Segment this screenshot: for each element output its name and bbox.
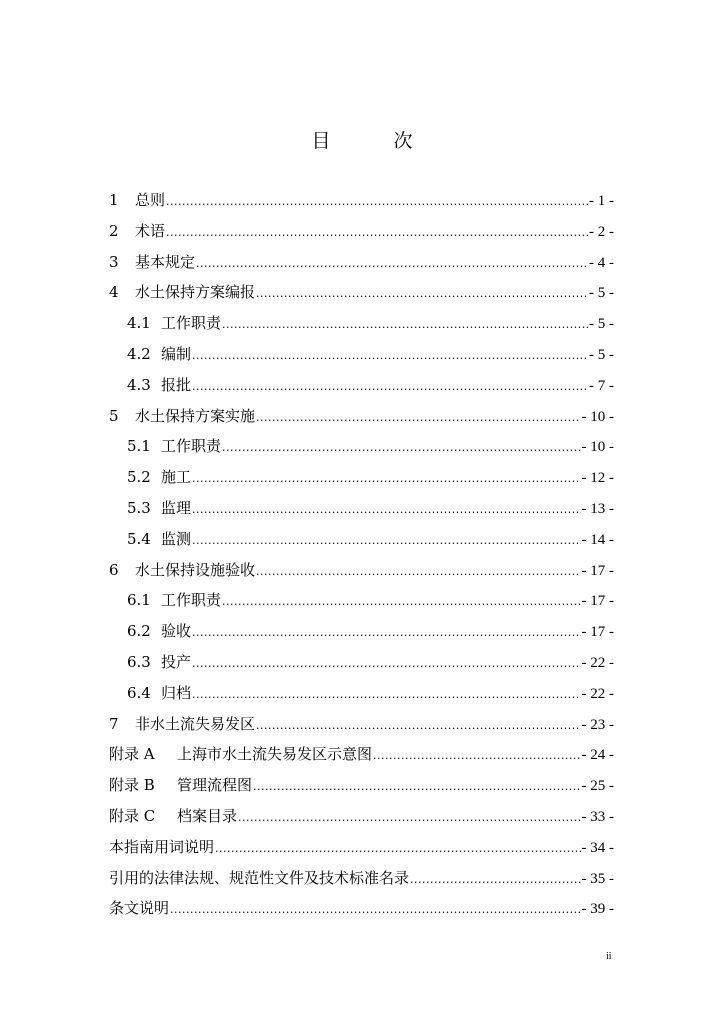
toc-entry-label bbox=[127, 431, 221, 462]
toc-entry-label bbox=[109, 893, 169, 924]
toc-entry-number: 附录 A bbox=[109, 745, 155, 764]
toc-dot-leader bbox=[253, 772, 580, 803]
toc-entry-number: 5.2 bbox=[127, 468, 151, 487]
toc-entry-label bbox=[127, 678, 191, 709]
toc-entry-page: - 35 - bbox=[581, 870, 614, 887]
toc-entry-number: 5.3 bbox=[127, 498, 151, 517]
toc-entry-label bbox=[127, 462, 191, 493]
toc-entry-page: - 34 - bbox=[581, 839, 614, 856]
toc-entry-title: 工作职责 bbox=[161, 314, 222, 333]
toc-entry-label bbox=[109, 277, 255, 308]
page-title: 目 次 bbox=[311, 130, 435, 152]
toc-entry-title: 水土保持设施验收 bbox=[135, 560, 256, 579]
toc-entry-title: 监理 bbox=[161, 498, 192, 517]
toc-entry[interactable] bbox=[109, 247, 614, 278]
toc-dot-leader bbox=[196, 249, 588, 280]
toc-entry-number: 4 bbox=[109, 283, 119, 302]
toc-entry-number: 4.2 bbox=[127, 344, 151, 363]
toc-dot-leader bbox=[238, 803, 580, 834]
toc-entry[interactable] bbox=[109, 555, 614, 586]
toc-entry-title: 本指南用词说明 bbox=[109, 837, 215, 856]
toc-entry-page: - 12 - bbox=[581, 470, 614, 487]
toc-entry-label bbox=[109, 863, 409, 894]
toc-entry[interactable] bbox=[109, 863, 614, 894]
toc-entry[interactable] bbox=[109, 431, 614, 462]
toc-entry-number: 6 bbox=[109, 560, 119, 579]
toc-entry[interactable] bbox=[109, 339, 614, 370]
toc-entry[interactable] bbox=[109, 616, 614, 647]
toc-entry[interactable] bbox=[109, 185, 614, 216]
toc-entry-title: 基本规定 bbox=[135, 252, 196, 271]
toc-entry-page: - 10 - bbox=[581, 439, 614, 456]
toc-entry-page: - 24 - bbox=[581, 747, 614, 764]
toc-entry-title: 术语 bbox=[135, 221, 166, 240]
toc-dot-leader bbox=[256, 279, 588, 310]
toc-entry-number: 4.3 bbox=[127, 375, 151, 394]
toc-dot-leader bbox=[192, 341, 588, 372]
toc-entry-title: 报批 bbox=[161, 375, 192, 394]
toc-entry[interactable] bbox=[109, 832, 614, 863]
toc-entry-page: - 17 - bbox=[581, 593, 614, 610]
toc-entry-page: - 1 - bbox=[589, 193, 614, 209]
toc-dot-leader bbox=[192, 526, 580, 557]
toc-entry-label bbox=[109, 770, 252, 801]
toc-entry-label bbox=[127, 493, 191, 524]
toc-entry-title: 归档 bbox=[161, 683, 192, 702]
toc-entry-page: - 4 - bbox=[589, 254, 614, 271]
toc-entry-number: 3 bbox=[109, 252, 119, 271]
toc-entry-number: 2 bbox=[109, 221, 119, 240]
toc-entry-title: 验收 bbox=[161, 622, 192, 641]
toc-entry-page: - 22 - bbox=[581, 685, 614, 702]
toc-dot-leader bbox=[192, 618, 580, 649]
toc-entry-label bbox=[109, 216, 165, 247]
toc-dot-leader bbox=[166, 218, 588, 249]
toc-entry-label bbox=[127, 370, 191, 401]
toc-entry-page: - 5 - bbox=[589, 346, 614, 363]
toc-entry[interactable] bbox=[109, 462, 614, 493]
toc-entry-page: - 22 - bbox=[581, 654, 614, 671]
toc-entry-number: 5.1 bbox=[127, 437, 151, 456]
toc-entry-label bbox=[127, 524, 191, 555]
toc-entry-number: 6.4 bbox=[127, 683, 151, 702]
toc-entry-page: - 13 - bbox=[581, 500, 614, 517]
toc-entry[interactable] bbox=[109, 370, 614, 401]
toc-entry[interactable] bbox=[109, 585, 614, 616]
toc-dot-leader bbox=[222, 310, 588, 341]
toc-dot-leader bbox=[192, 649, 580, 680]
toc-entry-page: - 39 - bbox=[581, 901, 614, 918]
toc-entry-page: - 2 - bbox=[589, 223, 614, 240]
toc-dot-leader bbox=[215, 834, 580, 865]
toc-entry-title: 编制 bbox=[161, 344, 192, 363]
toc-dot-leader bbox=[166, 187, 588, 218]
toc-dot-leader bbox=[192, 372, 588, 403]
toc-entry-title: 非水土流失易发区 bbox=[135, 714, 256, 733]
toc-entry-title: 水土保持方案编报 bbox=[135, 283, 256, 302]
toc-entry-page: - 5 - bbox=[589, 285, 614, 302]
toc-dot-leader bbox=[170, 895, 580, 926]
toc-entry-page: - 17 - bbox=[581, 562, 614, 579]
toc-entry-title: 档案目录 bbox=[177, 806, 238, 825]
toc-entry-title: 施工 bbox=[161, 468, 192, 487]
toc-entry-title: 上海市水土流失易发区示意图 bbox=[177, 745, 373, 764]
toc-entry-page: - 5 - bbox=[589, 316, 614, 333]
toc-entry[interactable] bbox=[109, 401, 614, 432]
toc-entry-title: 管理流程图 bbox=[177, 776, 253, 795]
toc-dot-leader bbox=[192, 464, 580, 495]
toc-entry-number: 附录 C bbox=[109, 806, 156, 825]
toc-entry-number: 6.3 bbox=[127, 652, 151, 671]
toc-entry-number: 1 bbox=[109, 191, 119, 209]
toc-entry-number: 5 bbox=[109, 406, 119, 425]
toc-entry-title: 工作职责 bbox=[161, 591, 222, 610]
toc-dot-leader bbox=[222, 433, 580, 464]
toc-entry[interactable] bbox=[109, 647, 614, 678]
toc-entry-page: - 23 - bbox=[581, 716, 614, 733]
toc-entry-number: 7 bbox=[109, 714, 119, 733]
toc-entry-number: 4.1 bbox=[127, 314, 151, 333]
toc-entry-label bbox=[127, 616, 191, 647]
toc-entry-page: - 7 - bbox=[589, 377, 614, 394]
toc-entry[interactable] bbox=[109, 524, 614, 555]
toc-dot-leader bbox=[192, 495, 580, 526]
toc-entry-label bbox=[127, 647, 191, 678]
toc-entry[interactable] bbox=[109, 678, 614, 709]
toc-dot-leader bbox=[222, 587, 580, 618]
toc-entry-label bbox=[109, 555, 255, 586]
toc-entry-title: 总则 bbox=[135, 191, 166, 209]
toc-entry-page: - 14 - bbox=[581, 531, 614, 548]
toc-entry[interactable] bbox=[109, 308, 614, 339]
toc-dot-leader bbox=[373, 741, 580, 772]
toc-entry-label bbox=[127, 308, 221, 339]
toc-entry-page: - 10 - bbox=[581, 408, 614, 425]
toc-entry-number: 6.2 bbox=[127, 622, 151, 641]
toc-dot-leader bbox=[256, 403, 580, 434]
toc-entry-label bbox=[127, 339, 191, 370]
toc-entry-label bbox=[109, 247, 195, 278]
toc-entry[interactable] bbox=[109, 739, 614, 770]
toc-entry-label bbox=[109, 832, 214, 863]
toc-dot-leader bbox=[410, 865, 580, 896]
toc-entry-title: 工作职责 bbox=[161, 437, 222, 456]
table-of-contents bbox=[109, 185, 614, 924]
toc-dot-leader bbox=[192, 680, 580, 711]
toc-entry-label bbox=[109, 801, 237, 832]
toc-entry-title: 条文说明 bbox=[109, 899, 170, 918]
toc-entry-title: 投产 bbox=[161, 652, 192, 671]
toc-dot-leader bbox=[256, 557, 580, 588]
toc-dot-leader bbox=[256, 711, 580, 742]
toc-entry-label bbox=[109, 401, 255, 432]
toc-entry-title: 水土保持方案实施 bbox=[135, 406, 256, 425]
toc-entry-title: 监测 bbox=[161, 529, 192, 548]
toc-entry[interactable] bbox=[109, 277, 614, 308]
toc-entry-label bbox=[109, 185, 165, 216]
toc-entry[interactable] bbox=[109, 770, 614, 801]
toc-entry[interactable] bbox=[109, 216, 614, 247]
toc-entry[interactable] bbox=[109, 893, 614, 924]
toc-entry-title: 引用的法律法规、规范性文件及技术标准名录 bbox=[109, 868, 410, 887]
toc-entry-number: 5.4 bbox=[127, 529, 151, 548]
toc-entry-label bbox=[127, 585, 221, 616]
toc-entry-page: - 25 - bbox=[581, 778, 614, 795]
toc-entry-page: - 17 - bbox=[581, 624, 614, 641]
toc-entry[interactable] bbox=[109, 801, 614, 832]
toc-entry-number: 6.1 bbox=[127, 591, 151, 610]
toc-entry-label bbox=[109, 739, 372, 770]
toc-entry[interactable] bbox=[109, 493, 614, 524]
toc-entry[interactable] bbox=[109, 709, 614, 740]
page-number: ii bbox=[606, 951, 612, 962]
toc-entry-number: 附录 B bbox=[109, 776, 155, 795]
toc-entry-page: - 33 - bbox=[581, 808, 614, 825]
toc-entry-label bbox=[109, 709, 255, 740]
